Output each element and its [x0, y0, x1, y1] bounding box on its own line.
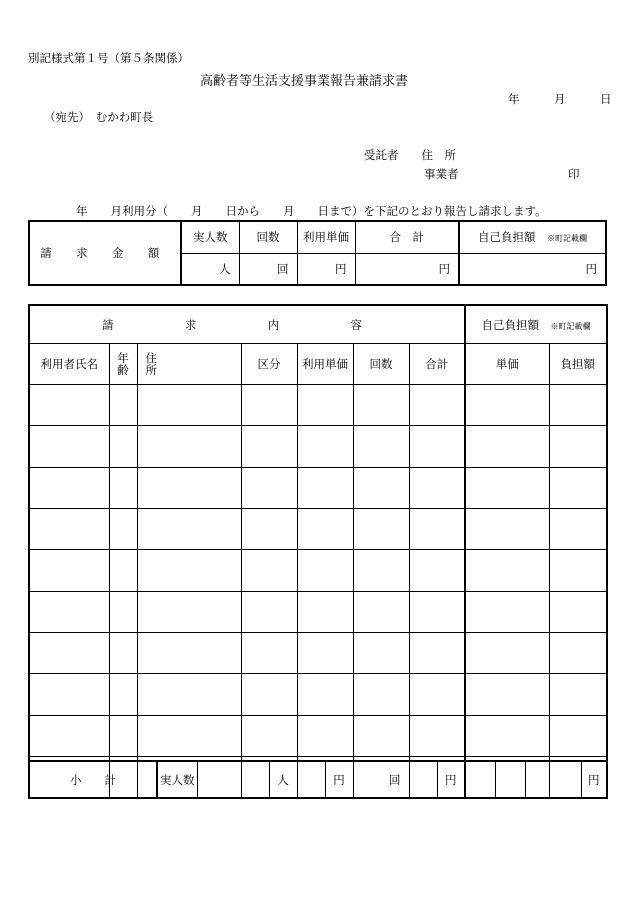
- unit-price-cell[interactable]: [297, 674, 353, 715]
- burden-cell[interactable]: [549, 715, 607, 756]
- subtotal-price-unit: 円: [325, 761, 353, 798]
- count-cell[interactable]: 回: [239, 253, 297, 285]
- user-name-cell[interactable]: [29, 715, 109, 756]
- subtotal-total-value[interactable]: [409, 761, 437, 798]
- age-cell[interactable]: [109, 591, 137, 632]
- unit-price-cell[interactable]: [297, 591, 353, 632]
- address-cell[interactable]: [137, 715, 241, 756]
- seal-mark: 印: [568, 167, 580, 181]
- header-people: 実人数: [181, 221, 239, 253]
- age-cell[interactable]: [109, 550, 137, 591]
- count-cell[interactable]: [353, 467, 409, 508]
- address-cell[interactable]: [137, 674, 241, 715]
- user-name-cell[interactable]: [29, 384, 109, 425]
- burden-cell[interactable]: [549, 509, 607, 550]
- count-cell[interactable]: [353, 509, 409, 550]
- count-cell[interactable]: [353, 550, 409, 591]
- price-cell[interactable]: [465, 591, 549, 632]
- page-title: 高齢者等生活支援事業報告兼請求書: [200, 74, 409, 89]
- table-row: [29, 384, 607, 425]
- subtotal-people-unit: 人: [269, 761, 297, 798]
- count-cell[interactable]: [353, 591, 409, 632]
- table-row: [29, 550, 607, 591]
- count-cell[interactable]: [353, 384, 409, 425]
- address-cell[interactable]: [137, 550, 241, 591]
- user-name-cell[interactable]: [29, 467, 109, 508]
- price-cell[interactable]: [465, 674, 549, 715]
- subtotal-table: [28, 760, 608, 799]
- user-name-cell[interactable]: [29, 674, 109, 715]
- user-name-cell[interactable]: [29, 509, 109, 550]
- self-pay-cell[interactable]: 円: [459, 253, 606, 285]
- count-cell[interactable]: [353, 633, 409, 674]
- period-line: 年 月利用分（ 月 日から 月 日まで）を下記のとおり報告し請求します。: [76, 204, 547, 218]
- subtotal-price-value[interactable]: [297, 761, 325, 798]
- age-cell[interactable]: [109, 426, 137, 467]
- unit-price-cell[interactable]: [297, 550, 353, 591]
- total-cell[interactable]: [409, 550, 465, 591]
- burden-cell[interactable]: [549, 384, 607, 425]
- date-line: 年 月 日: [508, 92, 612, 106]
- summary-table: [28, 220, 607, 286]
- table-row: [29, 426, 607, 467]
- category-cell[interactable]: [241, 674, 297, 715]
- addressee: （宛先） むかわ町長: [44, 110, 154, 124]
- col-unit-price: 利用単価: [297, 344, 353, 385]
- table-row: [29, 591, 607, 632]
- unit-price-cell[interactable]: [297, 633, 353, 674]
- form-number: 別記様式第１号（第５条関係）: [28, 51, 189, 65]
- col-burden: 負担額: [549, 344, 607, 385]
- table-row: [29, 715, 607, 756]
- unit-price-cell[interactable]: [297, 467, 353, 508]
- subtotal-self-c[interactable]: [525, 761, 581, 798]
- unit-price-cell[interactable]: 円: [297, 253, 355, 285]
- subtotal-people-label: 実人数: [157, 761, 197, 798]
- category-cell[interactable]: [241, 467, 297, 508]
- category-cell[interactable]: [241, 509, 297, 550]
- col-price: 単価: [465, 344, 549, 385]
- category-cell[interactable]: [241, 715, 297, 756]
- unit-price-cell[interactable]: [297, 509, 353, 550]
- price-cell[interactable]: [465, 509, 549, 550]
- total-cell[interactable]: [409, 633, 465, 674]
- age-cell[interactable]: [109, 384, 137, 425]
- detail-table: [28, 304, 608, 799]
- user-name-cell[interactable]: [29, 633, 109, 674]
- total-cell[interactable]: [409, 591, 465, 632]
- total-cell[interactable]: [409, 467, 465, 508]
- unit-price-cell[interactable]: [297, 426, 353, 467]
- subtotal-self-a[interactable]: [465, 761, 495, 798]
- address-cell[interactable]: [137, 509, 241, 550]
- price-cell[interactable]: [465, 550, 549, 591]
- age-cell[interactable]: [109, 633, 137, 674]
- total-cell[interactable]: [409, 715, 465, 756]
- col-category: 区分: [241, 344, 297, 385]
- user-name-cell[interactable]: [29, 550, 109, 591]
- price-cell[interactable]: [465, 467, 549, 508]
- total-cell[interactable]: [409, 674, 465, 715]
- self-pay-title: 自己負担額 ※町記載欄: [465, 305, 607, 344]
- category-cell[interactable]: [241, 384, 297, 425]
- price-cell[interactable]: [465, 384, 549, 425]
- col-user-name: 利用者氏名: [29, 344, 109, 385]
- header-total: 合 計: [355, 221, 459, 253]
- count-cell[interactable]: [353, 674, 409, 715]
- header-unit-price: 利用単価: [297, 221, 355, 253]
- people-cell[interactable]: 人: [181, 253, 239, 285]
- address-cell[interactable]: [137, 467, 241, 508]
- price-cell[interactable]: [465, 426, 549, 467]
- business-label: 事業者: [424, 167, 459, 181]
- header-self-pay: 自己負担額 ※町記載欄: [459, 221, 606, 253]
- table-row: [29, 674, 607, 715]
- category-cell[interactable]: [241, 550, 297, 591]
- user-name-cell[interactable]: [29, 591, 109, 632]
- burden-cell[interactable]: [549, 633, 607, 674]
- burden-cell[interactable]: [549, 467, 607, 508]
- col-count: 回数: [353, 344, 409, 385]
- category-cell[interactable]: [241, 426, 297, 467]
- total-cell[interactable]: [409, 426, 465, 467]
- table-row: [29, 633, 607, 674]
- burden-cell[interactable]: [549, 550, 607, 591]
- unit-price-cell[interactable]: [297, 715, 353, 756]
- col-total: 合計: [409, 344, 465, 385]
- contractor-address-label: 受託者 住 所: [364, 148, 456, 162]
- user-name-cell[interactable]: [29, 426, 109, 467]
- age-cell[interactable]: [109, 467, 137, 508]
- address-cell[interactable]: [137, 633, 241, 674]
- age-cell[interactable]: [109, 509, 137, 550]
- subtotal-count-unit: 回: [353, 761, 409, 798]
- age-cell[interactable]: [109, 674, 137, 715]
- subtotal-self-b[interactable]: [495, 761, 525, 798]
- subtotal-people-value[interactable]: [197, 761, 269, 798]
- unit-price-cell[interactable]: [297, 384, 353, 425]
- burden-cell[interactable]: [549, 426, 607, 467]
- section-title: 請 求 内 容: [29, 305, 465, 344]
- total-cell[interactable]: [409, 384, 465, 425]
- col-age: 年 齢: [109, 344, 137, 385]
- address-cell[interactable]: [137, 384, 241, 425]
- table-row: [29, 467, 607, 508]
- count-cell[interactable]: [353, 426, 409, 467]
- total-cell[interactable]: 円: [355, 253, 459, 285]
- category-cell[interactable]: [241, 591, 297, 632]
- category-cell[interactable]: [241, 633, 297, 674]
- burden-cell[interactable]: [549, 674, 607, 715]
- claim-amount-label: 請 求 金 額: [29, 221, 181, 285]
- count-cell[interactable]: [353, 715, 409, 756]
- price-cell[interactable]: [465, 715, 549, 756]
- address-cell[interactable]: [137, 591, 241, 632]
- subtotal-total-unit: 円: [437, 761, 465, 798]
- burden-cell[interactable]: [549, 591, 607, 632]
- age-cell[interactable]: [109, 715, 137, 756]
- address-cell[interactable]: [137, 426, 241, 467]
- subtotal-self-unit: 円: [581, 761, 607, 798]
- col-address: 住 所: [137, 344, 241, 385]
- price-cell[interactable]: [465, 633, 549, 674]
- table-row: [29, 509, 607, 550]
- subtotal-label: 小 計: [29, 761, 157, 798]
- total-cell[interactable]: [409, 509, 465, 550]
- header-count: 回数: [239, 221, 297, 253]
